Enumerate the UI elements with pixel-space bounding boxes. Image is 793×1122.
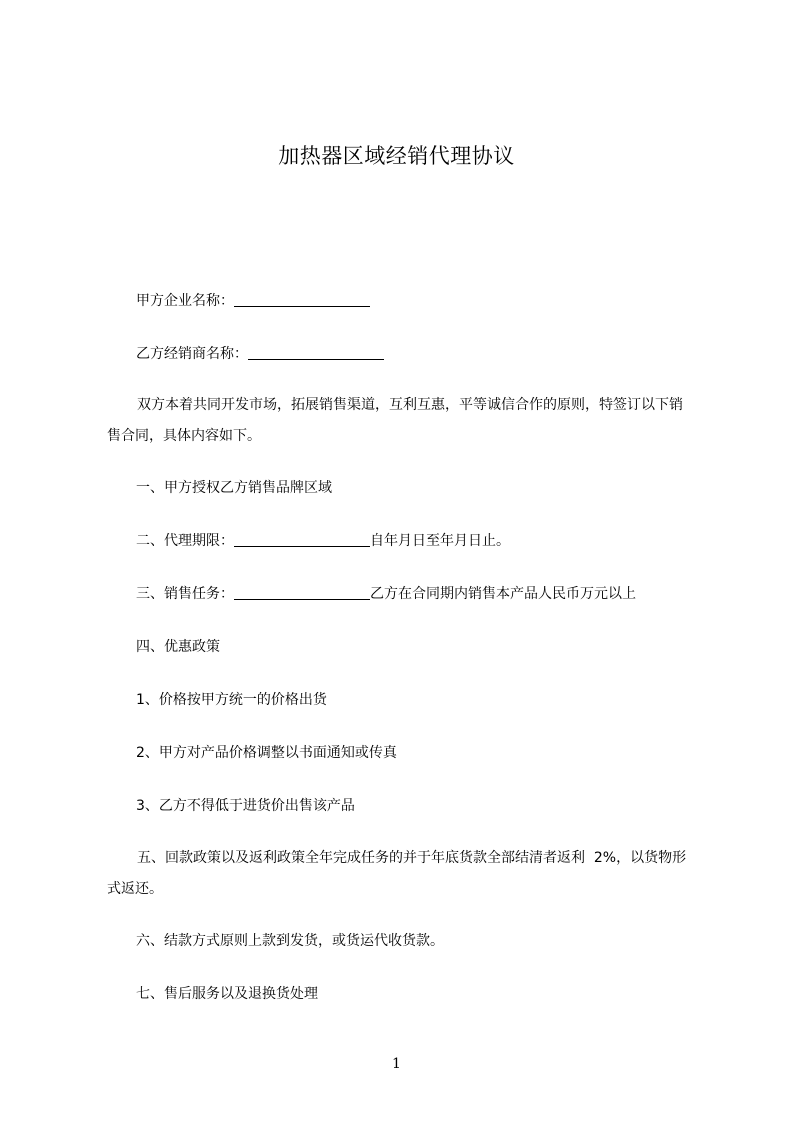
clause-2-line	[136, 531, 510, 551]
page-number: 1	[392, 1056, 401, 1072]
party-a-label: 甲方企业名称：	[136, 293, 234, 309]
clause-2-suffix: 自年月日至年月日止。	[370, 533, 510, 549]
clause-2-blank-line	[234, 532, 370, 547]
intro-text: 双方本着共同开发市场，拓展销售渠道，互利互惠，平等诚信合作的原则，特签订以下销售合同，具体内容如下。	[107, 397, 683, 444]
policy-3: 3、乙方不得低于进货价出售该产品	[136, 798, 355, 814]
clause-1: 一、甲方授权乙方销售品牌区域	[136, 480, 332, 496]
intro-paragraph	[107, 390, 692, 452]
clause-4: 四、优惠政策	[136, 639, 220, 655]
clause-2-label: 二、代理期限：	[136, 533, 234, 549]
policy-1: 1、价格按甲方统一的价格出货	[136, 692, 327, 708]
clause-5-text: 五、回款政策以及返利政策全年完成任务的并于年底货款全部结清者返利 2%，以货物形式返还。	[107, 850, 687, 897]
party-a-line	[136, 291, 370, 311]
party-b-label: 乙方经销商名称：	[136, 346, 248, 362]
party-a-blank-line	[234, 292, 370, 307]
clause-3-line	[136, 584, 636, 604]
policy-2: 2、甲方对产品价格调整以书面通知或传真	[136, 745, 397, 761]
clause-3-label: 三、销售任务：	[136, 586, 234, 602]
document-title: 加热器区域经销代理协议	[278, 144, 515, 168]
clause-5-paragraph	[107, 843, 692, 905]
clause-7: 七、售后服务以及退换货处理	[136, 986, 318, 1002]
party-b-blank-line	[248, 345, 384, 360]
clause-6: 六、结款方式原则上款到发货，或货运代收货款。	[136, 933, 444, 949]
clause-3-suffix: 乙方在合同期内销售本产品人民币万元以上	[370, 586, 636, 602]
clause-3-blank-line	[234, 585, 370, 600]
party-b-line	[136, 344, 384, 364]
